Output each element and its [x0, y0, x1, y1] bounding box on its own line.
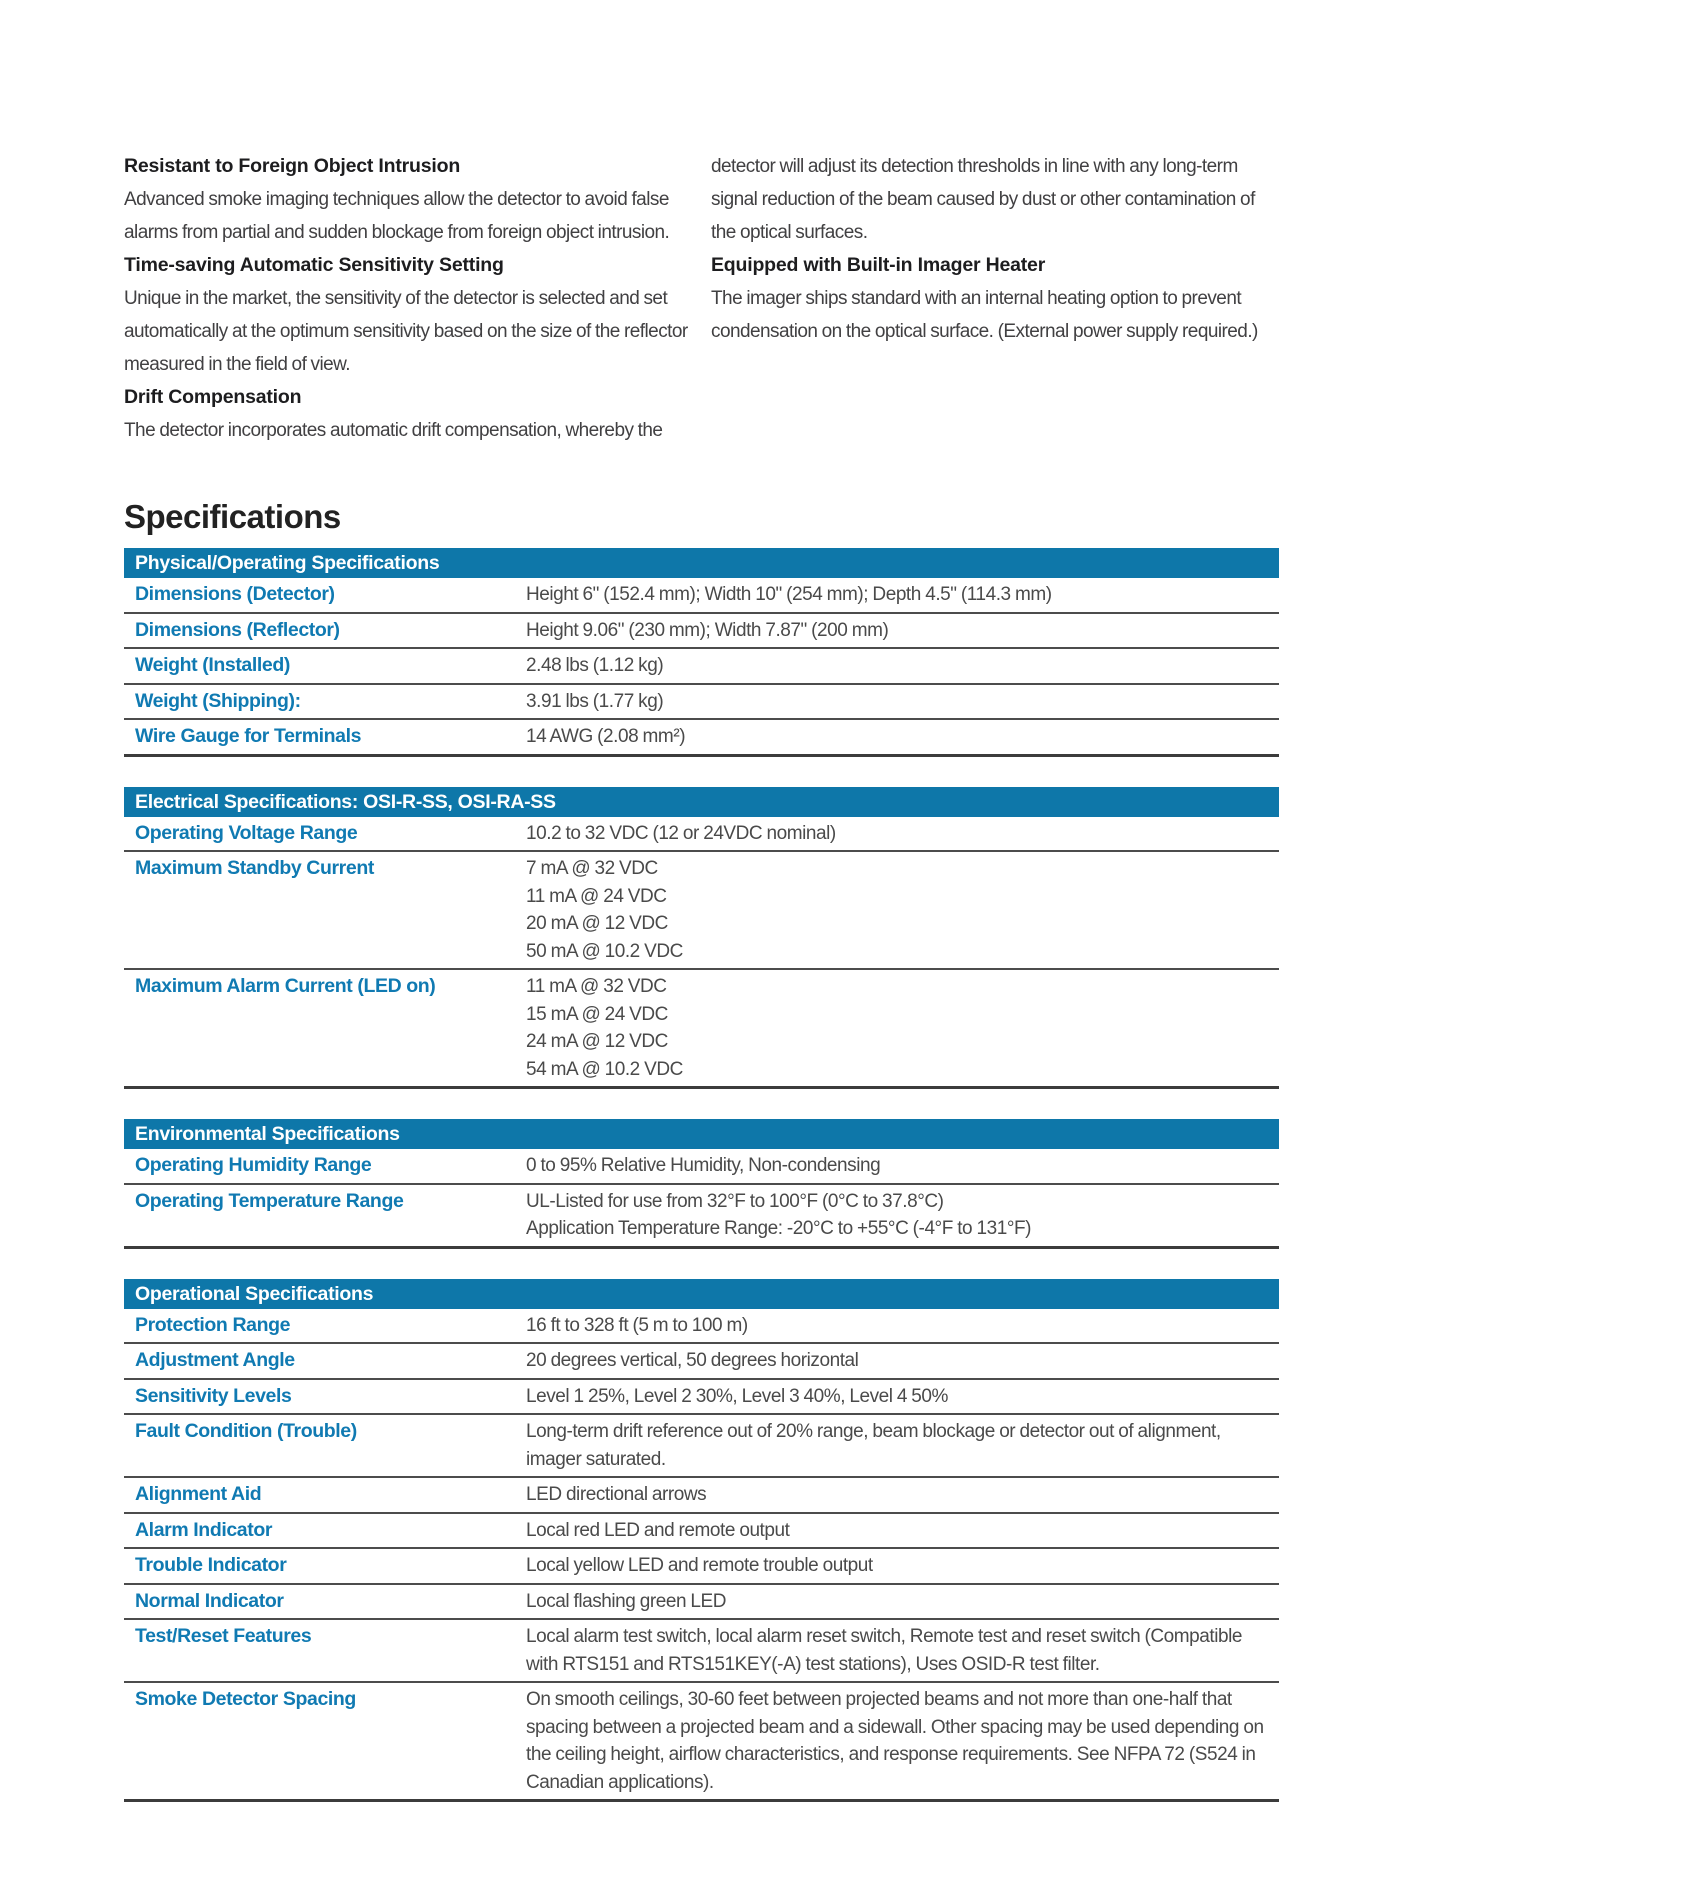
spec-tables-section — [124, 548, 1279, 1802]
intro-paragraph: detector will adjust its detection thresholds in line with any long-term signal reduction of the beam caused by dust or other contamination of the optical surfaces. — [711, 156, 1255, 243]
spec-row-value: Long-term drift reference out of 20% range, beam blockage or detector out of alignment, imager saturated. — [526, 1421, 1221, 1470]
spec-row-value: 16 ft to 328 ft (5 m to 100 m) — [526, 1314, 748, 1336]
spec-row-value: 10.2 to 32 VDC (12 or 24VDC nominal) — [526, 822, 836, 844]
spec-value-line: 54 mA @ 10.2 VDC — [526, 1058, 683, 1080]
spec-value-line: 15 mA @ 24 VDC — [526, 1003, 668, 1025]
spec-row-label: Dimensions (Detector) — [135, 583, 335, 605]
spec-row — [124, 1185, 1279, 1249]
intro-heading: Equipped with Built-in Imager Heater — [711, 254, 1046, 276]
spec-row-value: Height 9.06" (230 mm); Width 7.87" (200 mm) — [526, 619, 889, 641]
spec-row — [124, 1149, 1279, 1185]
spec-row-label: Operating Humidity Range — [135, 1154, 372, 1176]
spec-value-line: 11 mA @ 24 VDC — [526, 885, 667, 907]
intro-paragraph: Advanced smoke imaging techniques allow the detector to avoid false alarms from partial and sudden blockage from foreign object intrusion. — [124, 189, 670, 243]
spec-row-value: 0 to 95% Relative Humidity, Non-condensing — [526, 1155, 881, 1176]
spec-table-header: Operational Specifications — [124, 1279, 1279, 1309]
spec-row — [124, 614, 1279, 650]
spec-row-value: Local flashing green LED — [526, 1590, 727, 1612]
spec-table — [124, 1119, 1279, 1249]
spec-row-label: Alignment Aid — [135, 1483, 262, 1505]
intro-paragraph: The detector incorporates automatic drift compensation, whereby the — [124, 420, 663, 441]
spec-row-label: Alarm Indicator — [135, 1518, 273, 1541]
spec-row-label: Weight (Shipping): — [135, 689, 301, 712]
intro-paragraph: The imager ships standard with an internal heating option to prevent condensation on the optical surface. (External power supply required.) — [711, 288, 1258, 342]
spec-value-line: 7 mA @ 32 VDC — [526, 858, 658, 879]
spec-row-label: Fault Condition (Trouble) — [135, 1420, 357, 1442]
spec-row-value — [526, 1188, 1279, 1243]
spec-value-line: 11 mA @ 32 VDC — [526, 976, 667, 997]
spec-row-label: Adjustment Angle — [135, 1349, 295, 1371]
spec-row-label: Operating Voltage Range — [135, 821, 358, 844]
spec-row-value — [526, 973, 1279, 1083]
spec-value-line: Application Temperature Range: -20°C to +55°C (-4°F to 131°F) — [526, 1218, 1031, 1239]
spec-row-value: 14 AWG (2.08 mm²) — [526, 726, 686, 747]
spec-row-value: Height 6" (152.4 mm); Width 10" (254 mm); Depth 4.5" (114.3 mm) — [526, 584, 1052, 605]
spec-value-line: 50 mA @ 10.2 VDC — [526, 940, 683, 962]
spec-row-value: 20 degrees vertical, 50 degrees horizontal — [526, 1350, 859, 1371]
spec-table-header: Environmental Specifications — [124, 1119, 1279, 1149]
spec-row-label: Test/Reset Features — [135, 1625, 312, 1647]
spec-row — [124, 1683, 1279, 1802]
intro-heading: Resistant to Foreign Object Intrusion — [124, 155, 461, 177]
spec-row-label: Operating Temperature Range — [135, 1189, 404, 1212]
spec-row-label: Weight (Installed) — [135, 654, 290, 676]
spec-row — [124, 1478, 1279, 1514]
spec-row — [124, 720, 1279, 757]
spec-row — [124, 1585, 1279, 1621]
spec-row-label: Maximum Alarm Current (LED on) — [135, 975, 436, 997]
spec-row-value — [526, 855, 1279, 965]
intro-left-column — [124, 150, 709, 447]
spec-row-value: 2.48 lbs (1.12 kg) — [526, 655, 664, 676]
spec-row — [124, 1549, 1279, 1585]
spec-value-line: 24 mA @ 12 VDC — [526, 1031, 668, 1052]
spec-row — [124, 817, 1279, 853]
spec-table-header: Electrical Specifications: OSI-R-SS, OSI-RA-SS — [124, 787, 1279, 817]
spec-value-line: 20 mA @ 12 VDC — [526, 913, 668, 934]
spec-row-label: Sensitivity Levels — [135, 1384, 292, 1407]
spec-row — [124, 852, 1279, 970]
spec-row — [124, 1344, 1279, 1380]
spec-row-value: Local alarm test switch, local alarm reset switch, Remote test and reset switch (Compatible with RTS151 and RTS151KEY(-A) test stations), Uses OSID-R test filter. — [526, 1626, 1243, 1675]
spec-row — [124, 1514, 1279, 1550]
spec-row-value: Level 1 25%, Level 2 30%, Level 3 40%, Level 4 50% — [526, 1385, 948, 1407]
spec-row — [124, 649, 1279, 685]
spec-row-label: Trouble Indicator — [135, 1554, 287, 1576]
spec-row — [124, 1380, 1279, 1416]
specifications-title: Specifications — [124, 498, 341, 535]
intro-paragraph: Unique in the market, the sensitivity of the detector is selected and set automatically at the optimum sensitivity based on the size of the reflector measured in the field of view. — [124, 288, 688, 375]
spec-row-value: Local red LED and remote output — [526, 1519, 790, 1541]
spec-row — [124, 1309, 1279, 1345]
spec-row-label: Maximum Standby Current — [135, 857, 374, 879]
spec-table-header: Physical/Operating Specifications — [124, 548, 1279, 578]
spec-row — [124, 1415, 1279, 1478]
spec-row-label: Smoke Detector Spacing — [135, 1688, 356, 1710]
spec-row — [124, 1620, 1279, 1683]
spec-table — [124, 548, 1279, 757]
spec-row-value: Local yellow LED and remote trouble output — [526, 1555, 873, 1576]
spec-row-label: Protection Range — [135, 1313, 291, 1336]
intro-heading: Drift Compensation — [124, 386, 302, 408]
spec-row — [124, 970, 1279, 1089]
intro-section — [124, 150, 1279, 447]
spec-row-value: LED directional arrows — [526, 1484, 707, 1505]
intro-right-column — [711, 150, 1279, 447]
page-content — [124, 150, 1279, 1802]
intro-heading: Time-saving Automatic Sensitivity Setting — [124, 254, 504, 276]
spec-row — [124, 578, 1279, 614]
spec-row-label: Wire Gauge for Terminals — [135, 725, 362, 747]
spec-row — [124, 685, 1279, 721]
spec-row-value: 3.91 lbs (1.77 kg) — [526, 690, 664, 712]
spec-row-label: Dimensions (Reflector) — [135, 618, 340, 641]
spec-value-line: UL-Listed for use from 32°F to 100°F (0°C to 37.8°C) — [526, 1190, 944, 1212]
spec-row-value: On smooth ceilings, 30-60 feet between projected beams and not more than one-half that spacing between a projected beam and a sidewall. Other spacing may be used depending on the ceiling height, airflow characteristics, and response requirements. See NFPA 72 (S524 in Canadian applications). — [526, 1689, 1264, 1793]
spec-table — [124, 1279, 1279, 1803]
spec-row-label: Normal Indicator — [135, 1589, 284, 1612]
spec-table — [124, 787, 1279, 1090]
